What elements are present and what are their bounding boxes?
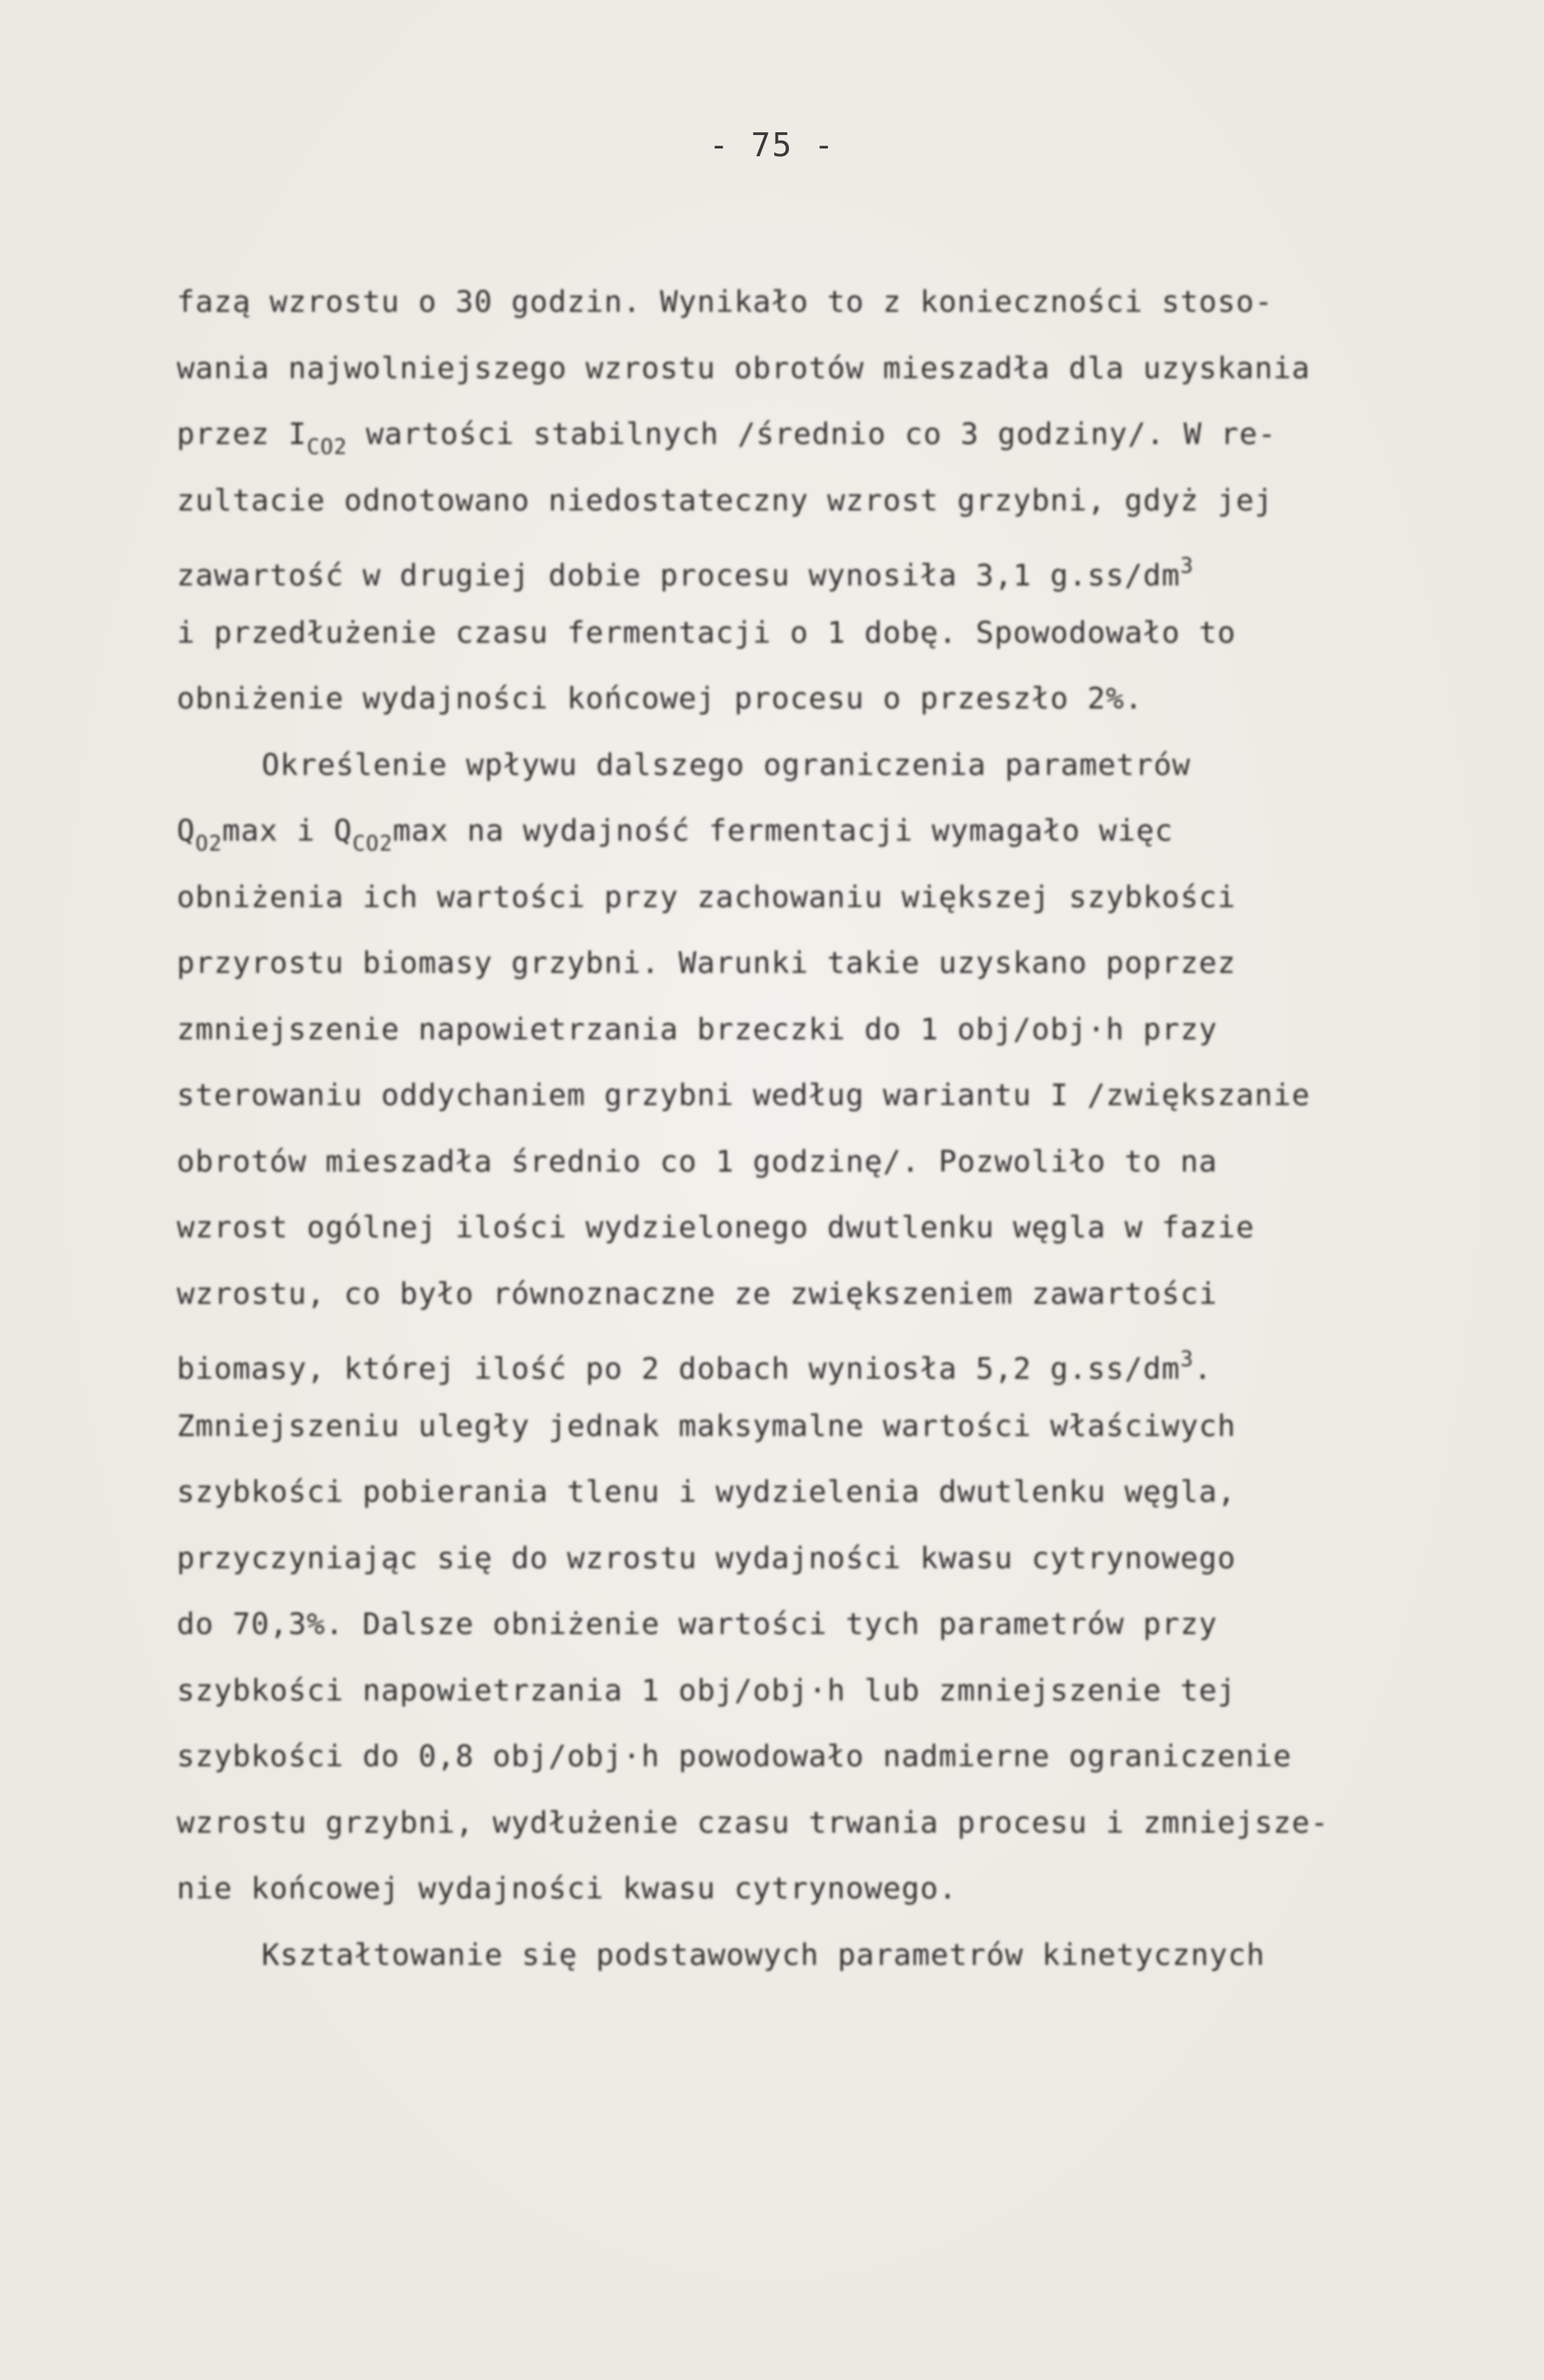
text-line: przyrostu biomasy grzybni. Warunki takie uzyskano poprzez: [177, 945, 1236, 980]
text-line: zultacie odnotowano niedostateczny wzrost grzybni, gdyż jej: [177, 482, 1273, 518]
text-line: [177, 401, 1506, 467]
text-line: do 70,3%. Dalsze obniżenie wartości tych parametrów przy: [177, 1606, 1218, 1641]
sub-text: O: [195, 832, 209, 856]
text-line: wzrostu, co było równoznaczne ze zwiększeniem zawartości: [177, 1276, 1218, 1311]
text-line: Zmniejszeniu uległy jednak maksymalne wartości właściwych: [177, 1408, 1236, 1443]
text-line: przyczyniając się do wzrostu wydajności kwasu cytrynowego: [177, 1540, 1236, 1575]
text-run: zawartość w drugiej dobie procesu wynosiła 3,1 g.ss/dm: [177, 558, 1181, 593]
sub-text: 2: [334, 435, 348, 460]
text-line: obniżenia ich wartości przy zachowaniu większej szybkości: [177, 879, 1236, 914]
text-line: Kształtowanie się podstawowych parametrów kinetycznych: [262, 1937, 1265, 1972]
text-run: max i Q: [222, 813, 353, 848]
text-run: max na wydajność fermentacji wymagało więc: [392, 813, 1174, 848]
text-line: obniżenie wydajności końcowej procesu o przeszło 2%.: [177, 681, 1143, 716]
text-run: .: [1193, 1351, 1212, 1386]
sub-text: 2: [209, 832, 223, 856]
text-line: [177, 798, 1506, 864]
text-run: biomasy, której ilość po 2 dobach wyniosła 5,2 g.ss/dm: [177, 1351, 1181, 1386]
text-run: Q: [177, 813, 196, 848]
text-line: sterowaniu oddychaniem grzybni według wariantu I /zwiększanie: [177, 1078, 1311, 1112]
text-line: wania najwolniejszego wzrostu obrotów mieszadła dla uzyskania: [177, 350, 1311, 385]
text-line: wzrost ogólnej ilości wydzielonego dwutlenku węgla w fazie: [177, 1210, 1255, 1244]
text-line: i przedłużenie czasu fermentacji o 1 dobę. Spowodowało to: [177, 614, 1236, 650]
text-line: zmniejszenie napowietrzania brzeczki do 1 obj/obj·h przy: [177, 1011, 1218, 1046]
sub-text: CO: [352, 832, 380, 856]
text-line: fazą wzrostu o 30 godzin. Wynikało to z konieczności stoso-: [177, 284, 1273, 319]
page-number: - 75 -: [708, 126, 836, 164]
text-line: szybkości do 0,8 obj/obj·h powodowało nadmierne ograniczenie: [177, 1739, 1292, 1773]
text-line: [177, 1326, 1506, 1393]
text-line: szybkości pobierania tlenu i wydzielenia dwutlenku węgla,: [177, 1474, 1236, 1509]
text-line: Określenie wpływu dalszego ograniczenia parametrów: [262, 747, 1191, 782]
sup-text: 3: [1180, 1347, 1194, 1372]
sub-text: CO: [307, 435, 334, 460]
text-run: przez I: [177, 416, 308, 451]
text-run: wartości stabilnych /średnio co 3 godziny/. W re-: [347, 416, 1277, 451]
text-line: wzrostu grzybni, wydłużenie czasu trwania procesu i zmniejsze-: [177, 1804, 1329, 1840]
text-line: szybkości napowietrzania 1 obj/obj·h lub zmniejszenie tej: [177, 1672, 1236, 1708]
text-line: nie końcowej wydajności kwasu cytrynowego.: [177, 1871, 958, 1906]
body-text: [177, 269, 1506, 1988]
text-line: [177, 533, 1506, 600]
sub-text: 2: [379, 832, 393, 856]
sup-text: 3: [1180, 554, 1194, 578]
text-line: obrotów mieszadła średnio co 1 godzinę/. Pozwoliło to na: [177, 1143, 1218, 1179]
